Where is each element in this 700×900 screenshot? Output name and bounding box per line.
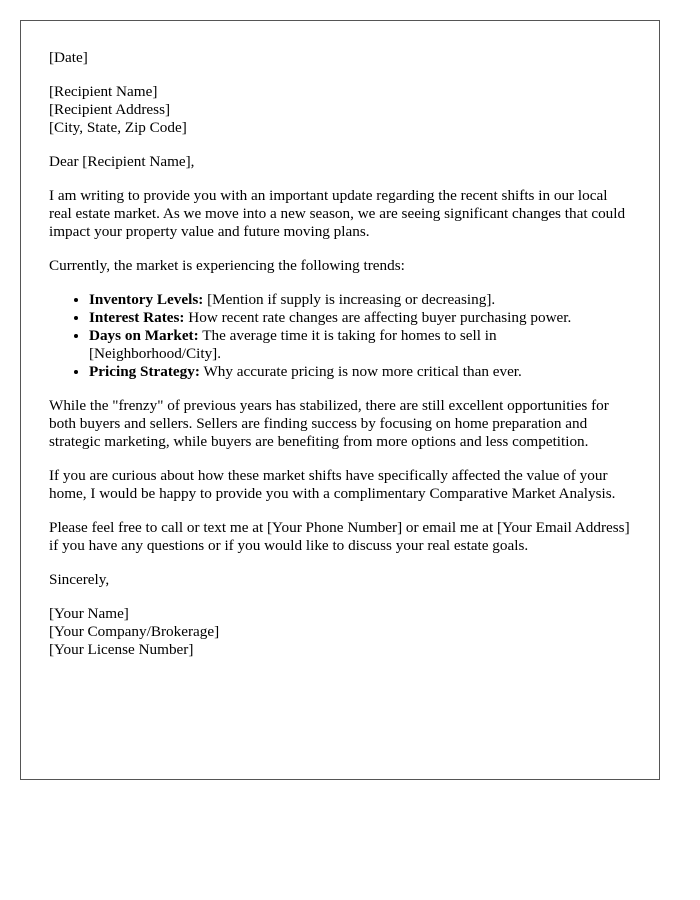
trend-label: Days on Market: xyxy=(89,327,199,344)
trend-text: [Mention if supply is increasing or decreasing]. xyxy=(203,291,496,308)
recipient-city-state-zip: [City, State, Zip Code] xyxy=(49,119,187,136)
trend-item-pricing-strategy xyxy=(89,363,631,381)
trend-text: The average time it is taking for homes to sell in [Neighborhood/City]. xyxy=(89,327,497,362)
signature-block xyxy=(49,605,631,659)
signature-name: [Your Name] xyxy=(49,605,129,622)
recipient-block xyxy=(49,83,631,137)
letter-page xyxy=(20,20,660,780)
trend-item-inventory xyxy=(89,291,631,309)
closing: Sincerely, xyxy=(49,571,110,588)
cma-paragraph: If you are curious about how these market shifts have specifically affected the value of your home, I would be happy to provide you with a complimentary Comparative Market Analysis. xyxy=(49,467,616,502)
recipient-address: [Recipient Address] xyxy=(49,101,171,118)
trends-intro: Currently, the market is experiencing the following trends: xyxy=(49,257,405,274)
contact-paragraph: Please feel free to call or text me at [Your Phone Number] or email me at [Your Email Address] if you have any questions or if you would like to discuss your real estate goals. xyxy=(49,519,630,554)
trend-label: Interest Rates: xyxy=(89,309,185,326)
trend-item-interest-rates xyxy=(89,309,631,327)
trend-text: Why accurate pricing is now more critical than ever. xyxy=(199,363,522,380)
trend-label: Inventory Levels: xyxy=(89,291,204,308)
signature-license: [Your License Number] xyxy=(49,641,194,658)
signature-company: [Your Company/Brokerage] xyxy=(49,623,220,640)
trend-label: Pricing Strategy: xyxy=(89,363,200,380)
intro-paragraph: I am writing to provide you with an important update regarding the recent shifts in our local real estate market. As we move into a new season, we are seeing significant changes that could impact your property value and future moving plans. xyxy=(49,187,626,240)
trend-item-days-on-market xyxy=(89,327,631,363)
letter-date: [Date] xyxy=(49,49,88,66)
opportunities-paragraph: While the "frenzy" of previous years has stabilized, there are still excellent opportunities for both buyers and sellers. Sellers are finding success by focusing on home preparation and strategic marketing, while buyers are benefiting from more options and less competition. xyxy=(49,397,609,450)
salutation: Dear [Recipient Name], xyxy=(49,153,195,170)
trends-list xyxy=(49,291,631,381)
trend-text: How recent rate changes are affecting buyer purchasing power. xyxy=(184,309,572,326)
recipient-name: [Recipient Name] xyxy=(49,83,158,100)
